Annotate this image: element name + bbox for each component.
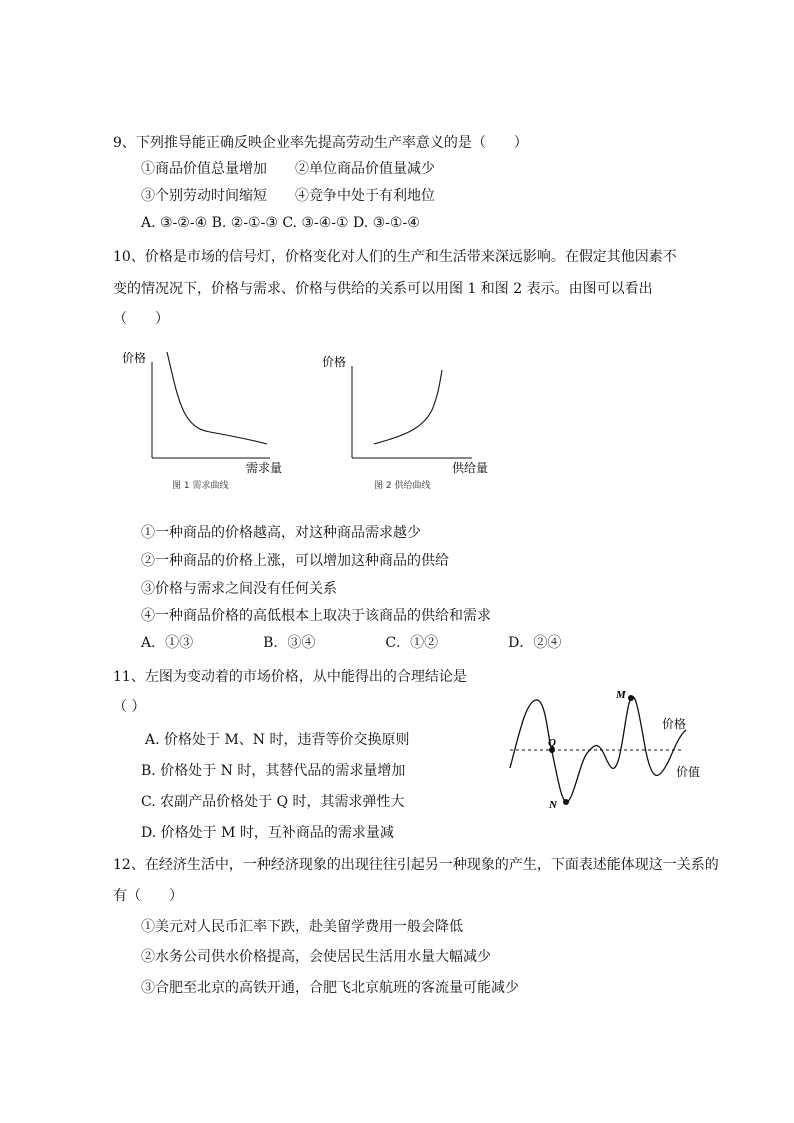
q12-option-1: ①美元对人民币汇率下跌，赴美留学费用一般会降低 <box>141 919 463 935</box>
price-wave-line <box>510 697 686 802</box>
fig2-xlabel: 供给量 <box>452 461 489 475</box>
point-m <box>628 695 634 701</box>
q12-option-2: ②水务公司供水价格提高，会使居民生活用水量大幅减少 <box>141 949 491 965</box>
label-value: 价值 <box>676 765 701 779</box>
q9-options-row2: ③个别劳动时间缩短 ④竞争中处于有利地位 <box>141 188 435 204</box>
label-price: 价格 <box>662 717 687 731</box>
q10-choices: A．①③ B．③④ C．①② D．②④ <box>141 635 562 651</box>
q9-options-row1: ①商品价值总量增加 ②单位商品价值量减少 <box>141 161 435 177</box>
q10-option-1: ①一种商品的价格越高，对这种商品需求越少 <box>141 525 421 541</box>
point-n <box>563 799 569 805</box>
fig2-ylabel: 价格 <box>322 355 347 369</box>
label-n: N <box>549 799 557 811</box>
q12-stem-line1: 12、在经济生活中，一种经济现象的出现往往引起另一种现象的产生，下面表述能体现这一关系的 <box>113 857 719 873</box>
q11-option-a: A. 价格处于 M、N 时，违背等价交换原则 <box>145 732 410 748</box>
demand-curve-figure <box>112 340 292 500</box>
q11-option-d: D. 价格处于 M 时，互补商品的需求量减 <box>141 825 394 841</box>
q10-option-4: ④一种商品价格的高低根本上取决于该商品的供给和需求 <box>141 608 491 624</box>
label-m: M <box>616 689 626 701</box>
q9-stem: 9、下列推导能正确反映企业率先提高劳动生产率意义的是（ ） <box>113 135 528 151</box>
q11-option-b: B. 价格处于 N 时，其替代品的需求量增加 <box>141 763 406 779</box>
fig2-caption: 图 2 供给曲线 <box>374 481 431 491</box>
label-q: Q <box>548 737 556 749</box>
q10-paren: （ ） <box>113 311 169 327</box>
fig1-xlabel: 需求量 <box>246 461 283 475</box>
fig1-caption: 图 1 需求曲线 <box>172 481 229 491</box>
q10-option-2: ②一种商品的价格上涨，可以增加这种商品的供给 <box>141 553 449 569</box>
q12-option-3: ③合肥至北京的高铁开通，合肥飞北京航班的客流量可能减少 <box>141 980 519 996</box>
fig1-ylabel: 价格 <box>122 351 147 365</box>
q10-stem-line2: 变的情况况下，价格与需求、价格与供给的关系可以用图 1 和图 2 表示。由图可以看出 <box>113 281 653 297</box>
q10-option-3: ③价格与需求之间没有任何关系 <box>141 581 337 597</box>
q11-option-c: C. 农副产品价格处于 Q 时，其需求弹性大 <box>141 794 405 810</box>
q9-choices: A. ③-②-④ B. ②-①-③ C. ③-④-① D. ③-①-④ <box>141 215 420 231</box>
price-value-wave-figure <box>500 680 710 820</box>
q11-paren: （ ） <box>113 699 146 715</box>
supply-curve-figure <box>312 340 502 500</box>
supply-curve-line <box>374 370 442 444</box>
demand-curve-line <box>167 352 267 444</box>
q12-stem-line2: 有（ ） <box>113 888 183 904</box>
q11-stem: 11、左图为变动着的市场价格，从中能得出的合理结论是 <box>113 669 467 685</box>
q10-stem-line1: 10、价格是市场的信号灯，价格变化对人们的生产和生活带来深远影响。在假定其他因素不 <box>113 249 677 265</box>
